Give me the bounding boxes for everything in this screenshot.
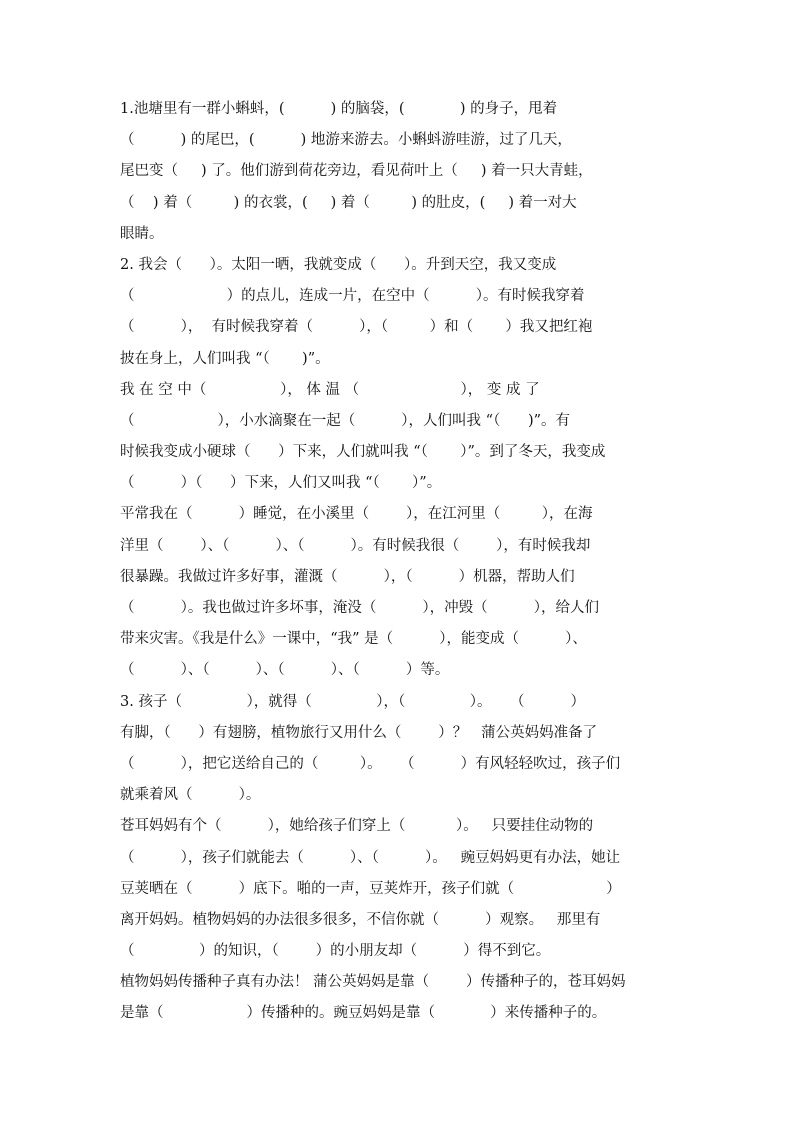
worksheet-page [120, 94, 675, 1030]
text-line: （ ) 的尾巴，( ) 地游来游去。小蝌蚪游哇游，过了几天， [120, 132, 572, 149]
text-line: 是靠（ ）传播种的。豌豆妈妈是靠（ ）来传播种子的。 [120, 1005, 607, 1022]
text-line: （ ），小水滴聚在一起（ ），人们叫我 “（ )”。有 [120, 412, 571, 429]
text-line: 1.池塘里有一群小蝌蚪，( ) 的脑袋，( ) 的身子，甩着 [120, 101, 558, 117]
text-line: （ ）。我也做过许多坏事，淹没（ ），冲毁（ ），给人们 [120, 600, 600, 616]
text-line: （ ）， 有时候我穿着（ ），（ ）和（ ）我又把红袍 [120, 319, 593, 336]
text-line: （ ）的点儿，连成一片，在空中（ ）。有时候我穿着 [120, 288, 585, 305]
text-line: 带来灾害。《我是什么》一课中，“我” 是（ ），能变成（ ）、 [120, 631, 587, 648]
text-line: 披在身上，人们叫我 “（ )”。 [120, 350, 330, 367]
text-line: 2. 我会（ ）。太阳一晒，我就变成（ ）。升到天空，我又变成 [120, 256, 557, 273]
text-line: 我 在 空 中（ ）， 体 温 （ ）， 变 成 了 [120, 381, 540, 398]
text-line: 植物妈妈传播种子真有办法！ 蒲公英妈妈是靠（ ）传播种子的，苍耳妈妈 [120, 974, 626, 991]
text-line: 3. 孩子（ ），就得（ ），（ ）。 （ ） [120, 693, 586, 710]
text-line: （ ) 着（ ) 的衣裳，( ) 着（ ) 的肚皮，( ) 着一对大 [120, 194, 577, 211]
text-line: 豆荚晒在（ ）底下。啪的一声，豆荚炸开，孩子们就（ ） [120, 880, 621, 897]
text-line: 苍耳妈妈有个（ ），她给孩子们穿上（ ）。 只要挂住动物的 [120, 818, 594, 835]
text-line: （ ）的知识，（ ）的小朋友却（ ）得不到它。 [120, 943, 551, 960]
text-line: 离开妈妈。植物妈妈的办法很多很多，不信你就（ ）观察。 那里有 [120, 911, 601, 928]
text-line: （ ），孩子们就能去（ ）、（ ）。 豌豆妈妈更有办法，她让 [120, 849, 621, 866]
text-line: 洋里（ ）、（ ）、（ ）。有时候我很（ ），有时候我却 [120, 537, 591, 554]
text-line: （ ）、（ ）、（ ）、（ ）等。 [120, 662, 450, 679]
text-line: （ ）（ ）下来，人们又叫我 “（ ）”。 [120, 475, 442, 492]
text-line: 眼睛。 [120, 225, 164, 242]
text-line: （ ），把它送给自己的（ ）。 （ ）有风轻轻吹过，孩子们 [120, 755, 621, 772]
text-line: 平常我在（ ）睡觉，在小溪里（ ），在江河里（ ），在海 [120, 506, 593, 523]
text-line: 时候我变成小硬球（ ）下来，人们就叫我 “（ ）”。到了冬天，我变成 [120, 444, 606, 461]
text-line: 就乘着风（ ）。 [120, 787, 261, 804]
text-line: 尾巴变（ ) 了。他们游到荷花旁边，看见荷叶上（ ) 着一只大青蛙， [120, 163, 593, 180]
text-line: 有脚，（ ）有翅膀，植物旅行又用什么（ ）？ 蒲公英妈妈准备了 [120, 724, 598, 741]
text-line: 很暴躁。我做过许多好事，灌溉（ ），（ ）机器，帮助人们 [120, 568, 575, 585]
